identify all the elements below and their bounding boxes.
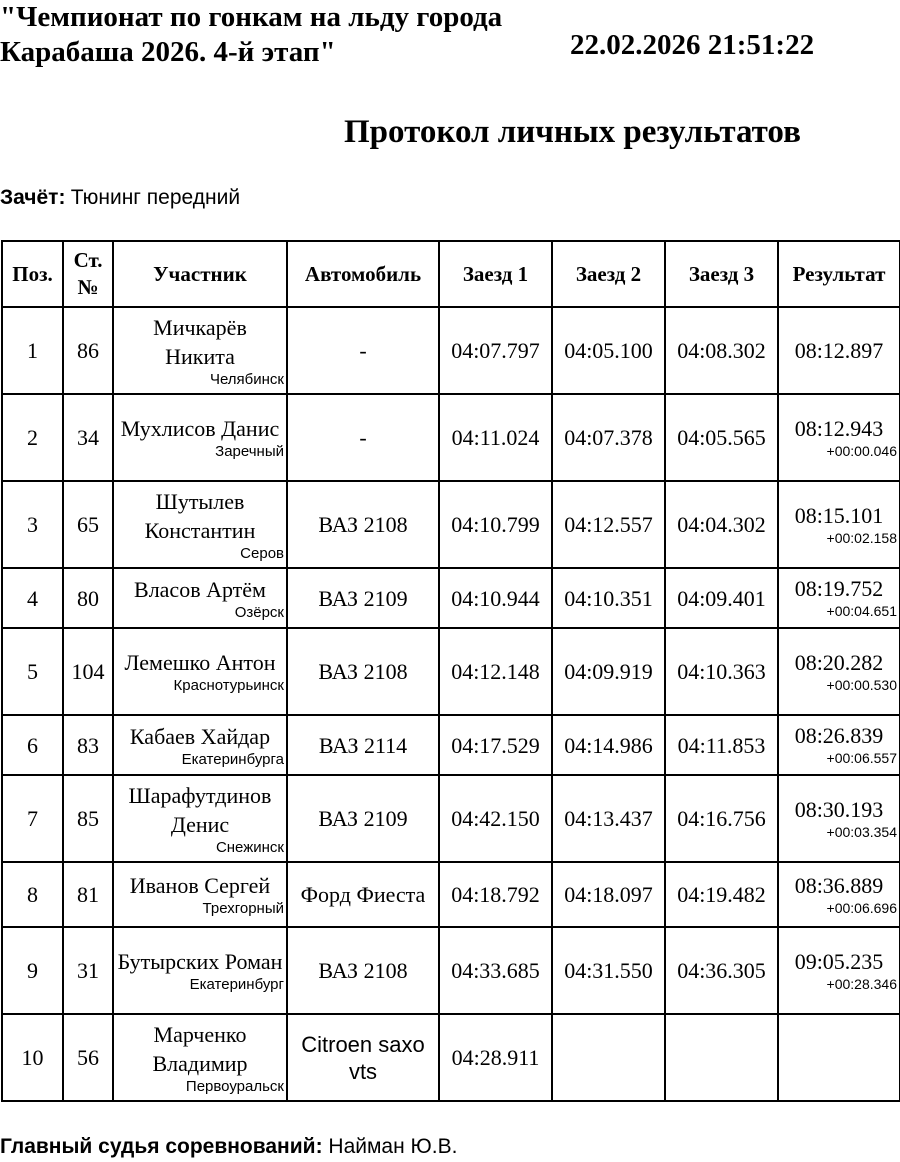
cell-run-2: 04:13.437 [552,775,665,862]
table-row [2,568,900,628]
col-header-start-number: Ст. № [63,241,113,307]
cell-position: 4 [2,568,63,628]
cell-run-2: 04:10.351 [552,568,665,628]
cell-run-3: 04:19.482 [665,862,778,927]
cell-position: 1 [2,307,63,394]
col-header-car: Автомобиль [287,241,439,307]
cell-start-number: 56 [63,1014,113,1101]
participant-name: Мухлисов Данис [120,416,280,441]
result-time: 08:26.839 [794,723,884,748]
result-time: 08:36.889 [794,872,884,898]
participant-name: Шарафутдинов Денис [128,782,272,837]
participant-city: Челябинск [209,370,284,388]
col-header-position: Поз. [2,241,63,307]
result-time: 08:20.282 [794,649,884,675]
cell-run-2: 04:18.097 [552,862,665,927]
cell-position: 10 [2,1014,63,1101]
cell-car: - [287,307,439,394]
cell-result [778,628,900,715]
cell-position: 2 [2,394,63,481]
category-line [0,184,240,211]
cell-start-number: 31 [63,927,113,1014]
table-row [2,775,900,862]
chief-judge-label: Главный судья соревнований: [0,1135,323,1158]
results-table [1,240,900,1102]
result-time: 08:30.193 [794,796,884,822]
table-row [2,862,900,927]
participant-city: Екатеринбург [189,976,284,993]
participant-city: Краснотурьинск [173,677,284,694]
col-header-run-3: Заезд 3 [665,241,778,307]
table-row [2,1014,900,1101]
participant-name: Власов Артём [134,576,266,602]
table-row [2,394,900,481]
cell-run-2: 04:31.550 [552,927,665,1014]
chief-judge-name: Найман Ю.В. [328,1135,458,1158]
table-row [2,481,900,568]
cell-car: - [287,394,439,481]
cell-result [778,394,900,481]
participant-name: Лемешко Антон [124,650,276,675]
cell-participant [113,862,287,927]
cell-run-1: 04:17.529 [439,715,552,775]
event-title: "Чемпионат по гонкам на льду города Карабаша 2026. 4-й этап" [0,1,503,68]
cell-run-3: 04:09.401 [665,568,778,628]
result-gap: +00:06.696 [826,899,897,916]
cell-result [778,862,900,927]
cell-start-number: 85 [63,775,113,862]
cell-start-number: 80 [63,568,113,628]
cell-car: ВАЗ 2108 [287,927,439,1014]
cell-participant [113,307,287,394]
cell-run-1: 04:28.911 [439,1014,552,1101]
cell-result [778,927,900,1014]
chief-judge-line [0,1134,457,1160]
col-header-result: Результат [778,241,900,307]
cell-run-2 [552,1014,665,1101]
protocol-title: Протокол личных результатов [344,114,801,150]
cell-run-3: 04:08.302 [665,307,778,394]
cell-run-1: 04:10.944 [439,568,552,628]
cell-car: ВАЗ 2109 [287,775,439,862]
cell-position: 3 [2,481,63,568]
cell-start-number: 86 [63,307,113,394]
cell-run-1: 04:07.797 [439,307,552,394]
cell-position: 7 [2,775,63,862]
cell-participant [113,394,287,481]
cell-run-2: 04:09.919 [552,628,665,715]
participant-city: Серов [240,544,284,562]
cell-run-1: 04:11.024 [439,394,552,481]
cell-result [778,775,900,862]
cell-result [778,568,900,628]
cell-run-2: 04:07.378 [552,394,665,481]
cell-participant [113,715,287,775]
cell-run-3: 04:11.853 [665,715,778,775]
participant-city: Заречный [215,443,284,460]
cell-run-3: 04:10.363 [665,628,778,715]
cell-participant [113,568,287,628]
cell-car: Форд Фиеста [287,862,439,927]
col-header-run-2: Заезд 2 [552,241,665,307]
participant-name: Марченко Владимир [152,1021,248,1076]
cell-car: Citroen saxo vts [287,1014,439,1101]
cell-run-1: 04:33.685 [439,927,552,1014]
result-gap: +00:00.046 [826,442,897,459]
cell-run-3: 04:16.756 [665,775,778,862]
cell-car: ВАЗ 2108 [287,628,439,715]
result-gap: +00:06.557 [826,750,897,766]
cell-participant [113,628,287,715]
participant-city: Екатеринбурга [181,750,284,768]
cell-run-1: 04:18.792 [439,862,552,927]
table-header-row [2,241,900,307]
cell-participant [113,481,287,568]
participant-name: Иванов Сергей [129,873,271,898]
result-time: 08:12.897 [794,337,884,363]
cell-run-3: 04:04.302 [665,481,778,568]
cell-run-3 [665,1014,778,1101]
participant-name: Кабаев Хайдар [129,723,271,749]
cell-start-number: 83 [63,715,113,775]
result-time: 08:19.752 [794,576,884,601]
participant-city: Снежинск [215,838,284,856]
cell-start-number: 104 [63,628,113,715]
result-gap: +00:04.651 [826,603,897,619]
cell-start-number: 65 [63,481,113,568]
cell-car: ВАЗ 2109 [287,568,439,628]
cell-result [778,715,900,775]
result-gap: +00:03.354 [826,823,897,840]
cell-run-2: 04:14.986 [552,715,665,775]
cell-run-1: 04:12.148 [439,628,552,715]
participant-city: Первоуральск [185,1077,284,1095]
result-time: 08:15.101 [794,502,884,528]
cell-participant [113,927,287,1014]
cell-result [778,481,900,568]
result-time: 08:12.943 [794,415,884,441]
table-row [2,307,900,394]
results-body [2,307,900,1101]
cell-run-1: 04:10.799 [439,481,552,568]
cell-run-3: 04:36.305 [665,927,778,1014]
table-row [2,927,900,1014]
participant-name: Мичкарёв Никита [153,314,247,369]
cell-position: 6 [2,715,63,775]
result-gap: +00:00.530 [826,676,897,693]
result-time: 09:05.235 [794,948,884,974]
cell-run-2: 04:05.100 [552,307,665,394]
cell-car: ВАЗ 2108 [287,481,439,568]
cell-participant [113,775,287,862]
col-header-run-1: Заезд 1 [439,241,552,307]
participant-name: Шутылев Константин [144,488,256,543]
participant-name: Бутырских Роман [117,949,283,974]
report-datetime: 22.02.2026 21:51:22 [570,29,815,61]
cell-participant [113,1014,287,1101]
cell-position: 5 [2,628,63,715]
category-value: Тюнинг передний [70,186,241,209]
cell-start-number: 34 [63,394,113,481]
cell-result [778,1014,900,1101]
cell-car: ВАЗ 2114 [287,715,439,775]
cell-run-2: 04:12.557 [552,481,665,568]
cell-position: 8 [2,862,63,927]
cell-run-3: 04:05.565 [665,394,778,481]
category-label: Зачёт: [0,186,66,209]
cell-position: 9 [2,927,63,1014]
cell-result [778,307,900,394]
col-header-participant: Участник [113,241,287,307]
table-row [2,715,900,775]
cell-run-1: 04:42.150 [439,775,552,862]
document-header [0,0,900,80]
table-row [2,628,900,715]
participant-city: Озёрск [234,603,284,621]
result-gap: +00:28.346 [826,975,897,992]
result-gap: +00:02.158 [826,529,897,546]
cell-start-number: 81 [63,862,113,927]
participant-city: Трехгорный [202,900,284,917]
